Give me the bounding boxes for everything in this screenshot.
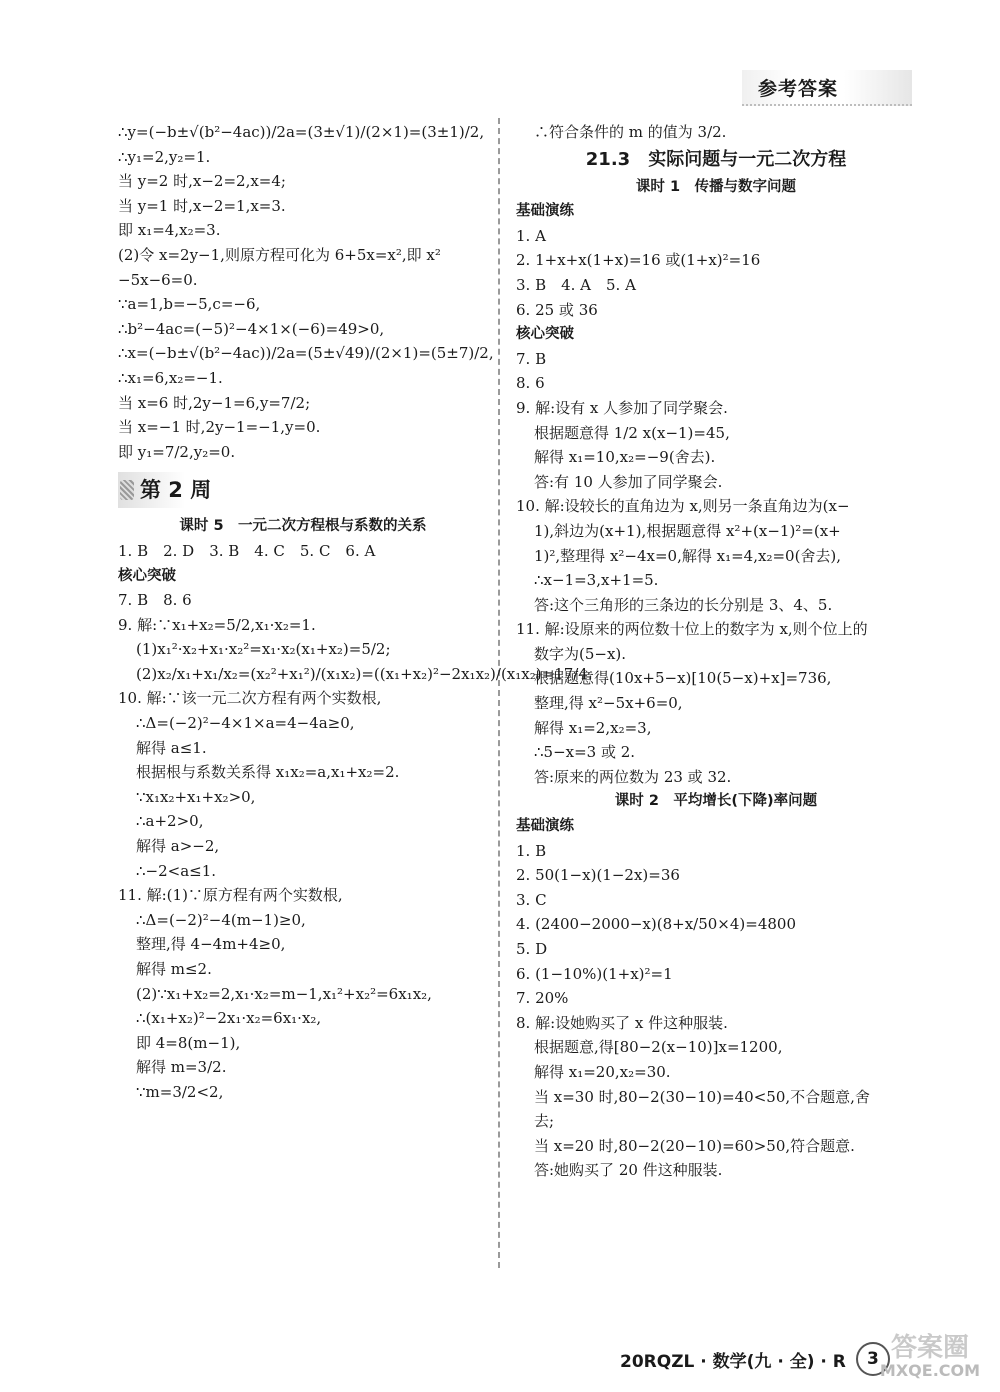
answer-line: 1)²,整理得 x²−4x=0,解得 x₁=4,x₂=0(舍去), [534, 546, 842, 565]
answer-line: 去; [534, 1112, 555, 1131]
week-badge-icon [120, 480, 134, 500]
answer-line: 8. 解:设她购买了 x 件这种服装. [516, 1013, 728, 1032]
answer-line: ∴x=(−b±√(b²−4ac))/2a=(5±√49)/(2×1)=(5±7)/2, [118, 344, 494, 363]
answer-line: ∴Δ=(−2)²−4(m−1)≥0, [136, 910, 306, 929]
answer-line: 即 x₁=4,x₂=3. [118, 221, 221, 240]
answer-line: 整理,得 4−4m+4≥0, [136, 935, 286, 954]
answer-line: 当 x=20 时,80−2(20−10)=60>50,符合题意. [534, 1136, 855, 1155]
answer-line: ∴x−1=3,x+1=5. [534, 571, 659, 590]
answer-line: 6. 25 或 36 [516, 300, 598, 319]
watermark-sub: MXQE.COM [879, 1361, 981, 1380]
answer-line: 基础演练 [516, 203, 574, 220]
answer-line: 2. 50(1−x)(1−2x)=36 [516, 866, 680, 885]
answer-line: ∴a+2>0, [136, 812, 204, 831]
answer-line: 解得 x₁=2,x₂=3, [534, 718, 652, 737]
answer-line: 7. B [516, 349, 547, 368]
answer-line: 解得 x₁=10,x₂=−9(舍去). [534, 448, 716, 467]
answer-line: 答:这个三角形的三条边的长分别是 3、4、5. [534, 595, 833, 614]
answer-line: 当 x=30 时,80−2(30−10)=40<50,不合题意,舍 [534, 1087, 870, 1106]
answer-line: ∴符合条件的 m 的值为 3/2. [534, 123, 727, 141]
answer-line: 11. 解:设原来的两位数十位上的数字为 x,则个位上的 [516, 620, 868, 639]
answer-line: 答:她购买了 20 件这种服装. [534, 1161, 723, 1180]
answer-line: 5. D [516, 940, 548, 958]
answer-line: 即 y₁=7/2,y₂=0. [118, 442, 236, 461]
answer-line: 3. B 4. A 5. A [516, 275, 636, 294]
answer-line: 解得 a≤1. [136, 738, 207, 757]
answer-line: −5x−6=0. [118, 270, 198, 289]
answer-line: ∴5−x=3 或 2. [534, 743, 636, 762]
answer-line: (1)x₁²·x₂+x₁·x₂²=x₁·x₂(x₁+x₂)=5/2; [136, 640, 391, 659]
right-answers-top [516, 120, 916, 145]
answer-line: ∴Δ=(−2)²−4×1×a=4−4a≥0, [136, 714, 355, 733]
answer-line: 课时 5 一元二次方程根与系数的关系 [179, 518, 427, 535]
answer-line: ∴y₁=2,y₂=1. [118, 147, 211, 166]
answer-line: 当 x=−1 时,2y−1=−1,y=0. [118, 418, 321, 437]
answer-line: 11. 解:(1)∵原方程有两个实数根, [118, 886, 343, 905]
week-heading [118, 472, 240, 508]
answer-line: 课时 2 平均增长(下降)率问题 [614, 793, 818, 810]
answer-line: 10. 解:∵该一元二次方程有两个实数根, [118, 689, 382, 708]
answer-line: 解得 x₁=20,x₂=30. [534, 1062, 671, 1081]
answer-line: ∴b²−4ac=(−5)²−4×1×(−6)=49>0, [118, 319, 385, 338]
answer-line: 数字为(5−x). [534, 644, 627, 663]
answer-line: 解得 a>−2, [136, 837, 220, 856]
answer-line: 核心突破 [118, 567, 176, 584]
answer-line: 7. 20% [516, 989, 569, 1008]
answer-line: 解得 m≤2. [136, 960, 212, 978]
header-tag: 参考答案 [742, 70, 912, 106]
answer-line: ∴−2<a≤1. [136, 861, 217, 880]
watermark [870, 1334, 990, 1388]
answer-line: 6. (1−10%)(1+x)²=1 [516, 964, 673, 983]
week-title: 第 2 周 [140, 478, 212, 503]
answer-line: 9. 解:设有 x 人参加了同学聚会. [516, 398, 728, 417]
answer-line: ∵x₁x₂+x₁+x₂>0, [136, 787, 256, 806]
answer-line: 9. 解:∵x₁+x₂=5/2,x₁·x₂=1. [118, 615, 316, 634]
right-answers [516, 175, 916, 1183]
answer-line: 1. B [516, 841, 547, 860]
answer-line: 即 4=8(m−1), [136, 1033, 241, 1052]
answer-line: 1. B 2. D 3. B 4. C 5. C 6. A [118, 541, 376, 560]
answer-line: 10. 解:设较长的直角边为 x,则另一条直角边为(x− [516, 497, 850, 516]
answer-line: 基础演练 [516, 818, 574, 835]
answer-line: (2)令 x=2y−1,则原方程可化为 6+5x=x²,即 x² [118, 245, 441, 264]
answer-line: 3. C [516, 890, 547, 909]
answer-line: ∴(x₁+x₂)²−2x₁·x₂=6x₁·x₂, [136, 1009, 322, 1028]
answer-line: 根据题意得(10x+5−x)[10(5−x)+x]=736, [534, 669, 832, 688]
answer-line: 课时 1 传播与数字问题 [635, 178, 797, 195]
answer-line: 1. A [516, 226, 546, 245]
page-number: 3 [856, 1342, 890, 1376]
answer-line: 核心突破 [516, 326, 574, 343]
answer-line: 7. B 8. 6 [118, 591, 192, 610]
left-answers-week1 [118, 120, 494, 464]
answer-line: 2. 1+x+x(1+x)=16 或(1+x)²=16 [516, 251, 761, 270]
watermark-main: 答案圈 [890, 1333, 969, 1363]
answer-line: 当 y=2 时,x−2=2,x=4; [118, 172, 286, 191]
answer-line: ∵m=3/2<2, [136, 1082, 224, 1101]
column-divider [498, 118, 500, 1268]
answer-line: 解得 m=3/2. [136, 1058, 227, 1077]
answer-line: 根据根与系数关系得 x₁x₂=a,x₁+x₂=2. [136, 763, 400, 782]
answer-line: (2)x₂/x₁+x₁/x₂=(x₂²+x₁²)/(x₁x₂)=((x₁+x₂)²−2x₁x₂)/(x₁x₂)=17/4. [136, 664, 593, 683]
answer-line: 1),斜边为(x+1),根据题意得 x²+(x−1)²=(x+ [534, 521, 841, 540]
answer-line: (2)∵x₁+x₂=2,x₁·x₂=m−1,x₁²+x₂²=6x₁x₂, [136, 984, 432, 1003]
answer-line: 根据题意,得[80−2(x−10)]x=1200, [534, 1038, 783, 1057]
answer-line: 答:原来的两位数为 23 或 32. [534, 767, 732, 786]
answer-line: 4. (2400−2000−x)(8+x/50×4)=4800 [516, 915, 796, 934]
book-code: 20RQZL · 数学(九 · 全) · R [620, 1351, 846, 1372]
answer-line: 整理,得 x²−5x+6=0, [534, 694, 683, 713]
right-column [516, 120, 916, 1183]
section-title: 21.3 实际问题与一元二次方程 [585, 148, 847, 170]
answer-line: 8. 6 [516, 374, 545, 393]
answer-line: 当 y=1 时,x−2=1,x=3. [118, 196, 286, 215]
answer-line: 根据题意得 1/2 x(x−1)=45, [534, 423, 730, 442]
answer-line: 当 x=6 时,2y−1=6,y=7/2; [118, 393, 311, 412]
answer-line: 答:有 10 人参加了同学聚会. [534, 472, 723, 491]
answer-line: ∴x₁=6,x₂=−1. [118, 368, 223, 387]
answer-line: ∴y=(−b±√(b²−4ac))/2a=(3±√1)/(2×1)=(3±1)/2, [118, 123, 485, 141]
answer-line: ∵a=1,b=−5,c=−6, [118, 295, 261, 314]
